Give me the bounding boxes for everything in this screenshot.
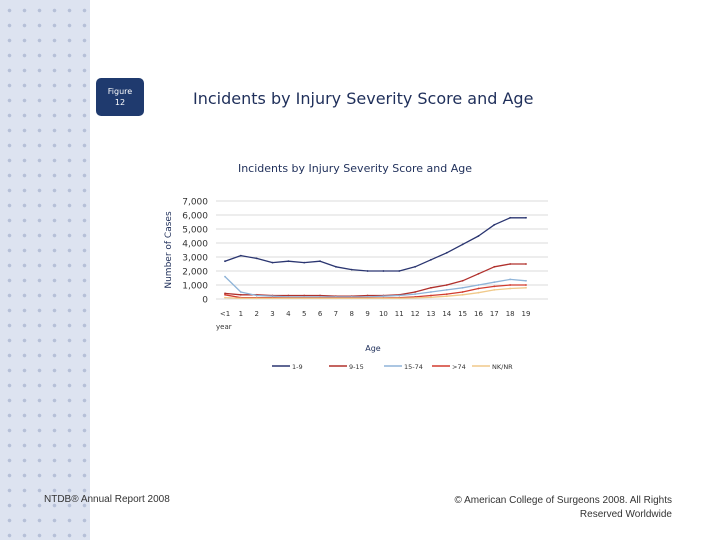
y-tick-label: 4,000: [182, 239, 208, 250]
y-axis-label: Number of Cases: [164, 211, 174, 289]
figure-badge-label: Figure: [107, 87, 133, 96]
data-point: [240, 255, 242, 257]
data-point: [287, 260, 289, 262]
data-point: [525, 280, 527, 282]
data-point: [383, 297, 385, 299]
x-axis-unit-label: year: [216, 323, 232, 331]
data-point: [462, 287, 464, 289]
legend-label: >74: [452, 363, 466, 371]
data-point: [367, 297, 369, 299]
y-tick-label: 7,000: [182, 197, 208, 208]
data-point: [272, 262, 274, 264]
data-point: [493, 289, 495, 291]
data-point: [525, 263, 527, 265]
data-point: [398, 297, 400, 299]
x-tick-label: 7: [333, 310, 339, 318]
chart-title: Incidents by Injury Severity Score and Age: [237, 162, 473, 175]
data-point: [430, 296, 432, 298]
data-point: [224, 260, 226, 262]
data-point: [493, 224, 495, 226]
data-point: [509, 263, 511, 265]
data-point: [256, 297, 258, 299]
x-tick-label: <1: [219, 310, 231, 318]
figure-badge-number: 12: [114, 98, 126, 107]
x-tick-label: 13: [426, 310, 436, 318]
data-point: [367, 270, 369, 272]
data-point: [398, 295, 400, 297]
data-point: [414, 297, 416, 299]
x-tick-label: 18: [505, 310, 515, 318]
data-point: [462, 244, 464, 246]
data-point: [303, 262, 305, 264]
x-tick-label: 11: [394, 310, 404, 318]
y-tick-label: 5,000: [182, 225, 208, 236]
data-point: [462, 294, 464, 296]
data-point: [414, 293, 416, 295]
data-point: [430, 291, 432, 293]
y-tick-label: 3,000: [182, 253, 208, 264]
data-point: [446, 289, 448, 291]
data-point: [493, 281, 495, 283]
data-point: [414, 266, 416, 268]
y-tick-label: 6,000: [182, 211, 208, 222]
x-tick-label: 14: [442, 310, 452, 318]
x-tick-label: 6: [317, 310, 323, 318]
data-point: [335, 266, 337, 268]
series-line: [225, 264, 526, 296]
data-point: [525, 217, 527, 219]
data-point: [478, 273, 480, 275]
y-tick-label: 0: [202, 295, 208, 306]
data-point: [335, 297, 337, 299]
data-point: [256, 295, 258, 297]
data-point: [414, 291, 416, 293]
data-point: [256, 258, 258, 260]
data-point: [430, 287, 432, 289]
data-point: [240, 297, 242, 299]
x-tick-label: 5: [301, 310, 307, 318]
data-point: [224, 294, 226, 296]
data-point: [478, 288, 480, 290]
data-point: [509, 284, 511, 286]
data-point: [462, 291, 464, 293]
data-point: [303, 297, 305, 299]
series-line: [225, 277, 526, 297]
x-tick-label: 4: [286, 310, 291, 318]
data-point: [430, 259, 432, 261]
x-tick-label: 15: [458, 310, 468, 318]
data-point: [319, 260, 321, 262]
data-point: [287, 297, 289, 299]
x-tick-label: 16: [474, 310, 483, 318]
legend-label: NK/NR: [492, 363, 513, 371]
series-line: [225, 218, 526, 271]
x-tick-label: 17: [489, 310, 499, 318]
x-tick-label: 8: [349, 310, 354, 318]
x-tick-label: 1: [238, 310, 244, 318]
data-point: [446, 252, 448, 254]
slide-title: Incidents by Injury Severity Score and Age: [193, 89, 534, 108]
data-point: [509, 279, 511, 281]
data-point: [351, 297, 353, 299]
data-point: [446, 284, 448, 286]
y-tick-label: 2,000: [182, 267, 208, 278]
data-point: [383, 270, 385, 272]
data-point: [509, 217, 511, 219]
data-point: [478, 292, 480, 294]
data-point: [493, 266, 495, 268]
x-axis-label: Age: [365, 344, 381, 353]
data-point: [398, 270, 400, 272]
series-0: [224, 217, 527, 272]
series-2: [224, 276, 527, 298]
legend-label: 1-9: [292, 363, 303, 371]
data-point: [478, 235, 480, 237]
data-point: [240, 291, 242, 293]
data-point: [351, 269, 353, 271]
x-tick-label: 10: [378, 310, 388, 318]
x-tick-label: 12: [410, 310, 420, 318]
data-point: [462, 280, 464, 282]
y-tick-label: 1,000: [182, 281, 208, 292]
data-point: [446, 295, 448, 297]
data-point: [272, 297, 274, 299]
data-point: [493, 286, 495, 288]
data-point: [525, 284, 527, 286]
data-point: [478, 284, 480, 286]
data-point: [509, 288, 511, 290]
data-point: [446, 293, 448, 295]
x-tick-label: 9: [365, 310, 370, 318]
data-point: [224, 297, 226, 299]
data-point: [240, 294, 242, 296]
data-point: [319, 297, 321, 299]
x-tick-label: 19: [521, 310, 531, 318]
footer-report-name: NTDB® Annual Report 2008: [44, 494, 170, 505]
data-point: [383, 295, 385, 297]
data-point: [224, 276, 226, 278]
legend-label: 9-15: [349, 363, 364, 371]
footer-copyright: © American College of Surgeons 2008. All Rights Reserved Worldwide: [454, 495, 672, 520]
x-tick-label: 3: [270, 310, 275, 318]
data-point: [430, 295, 432, 297]
x-tick-label: 2: [254, 310, 259, 318]
data-point: [525, 287, 527, 289]
legend-label: 15-74: [404, 363, 423, 371]
